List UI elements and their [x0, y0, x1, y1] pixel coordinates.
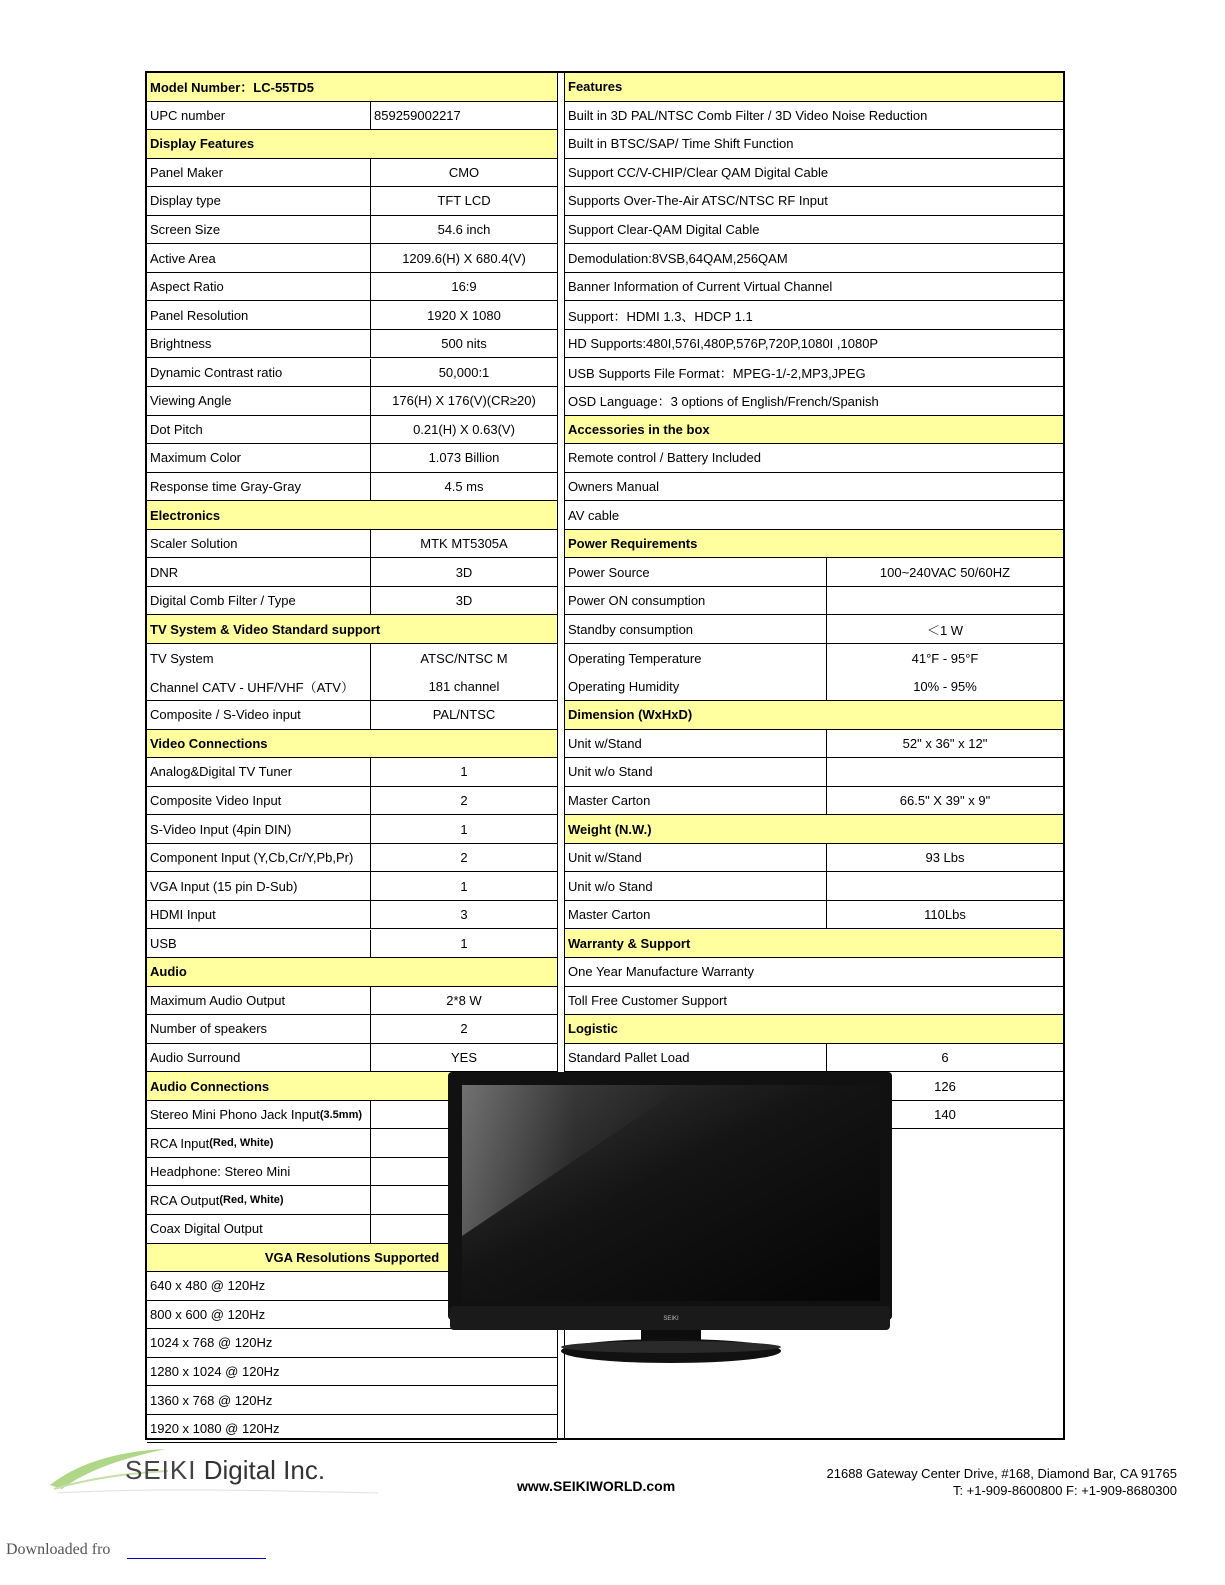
spec-label: Viewing Angle [147, 387, 371, 415]
spec-text: Built in BTSC/SAP/ Time Shift Function [568, 136, 794, 152]
spec-label-main: RCA Output [150, 1192, 220, 1208]
spec-label: Unit w/Stand [565, 730, 827, 758]
spec-row [147, 1015, 557, 1044]
logo-brand: SEIKI [125, 1455, 197, 1485]
section-header-label: Display Features [150, 136, 255, 152]
section-header-label: Logistic [568, 1021, 618, 1037]
spec-label: S-Video Input (4pin DIN) [147, 815, 371, 843]
spec-row [147, 530, 557, 559]
spec-text: 800 x 600 @ 120Hz [150, 1306, 266, 1322]
spec-row [147, 1415, 557, 1444]
spec-label: Number of speakers [147, 1015, 371, 1043]
spec-row [147, 330, 557, 359]
spec-value: 126 [934, 1078, 956, 1094]
spec-value: TFT LCD [437, 193, 491, 209]
section-header-label: Warranty & Support [568, 935, 691, 951]
spec-row [147, 787, 557, 816]
spec-value [827, 758, 1063, 786]
section-header-label: Model Number：LC-55TD5 [150, 80, 314, 96]
spec-text: Owners Manual [568, 478, 660, 494]
spec-text: One Year Manufacture Warranty [568, 964, 754, 980]
spec-row [565, 987, 1063, 1016]
spec-value: 41°F - 95°F [911, 650, 979, 666]
spec-label: Master Carton [565, 901, 827, 929]
spec-label [147, 1129, 371, 1157]
section-header-label: Audio Connections [150, 1078, 270, 1094]
company-phone: T: +1-909-8600800 F: +1-909-8680300 [952, 1483, 1177, 1498]
spec-value [827, 587, 1063, 615]
spec-text: 1280 x 1024 @ 120Hz [150, 1364, 280, 1380]
spec-label: Maximum Audio Output [147, 987, 371, 1015]
spec-text: 1024 x 768 @ 120Hz [150, 1335, 273, 1351]
spec-text: Support：HDMI 1.3、HDCP 1.1 [568, 308, 753, 324]
spec-label: Aspect Ratio [147, 273, 371, 301]
spec-label-main: RCA Input [150, 1135, 210, 1151]
spec-label: Dynamic Contrast ratio [147, 359, 371, 387]
spec-row [147, 473, 557, 502]
section-header [147, 130, 557, 159]
spec-row [147, 644, 557, 673]
spec-row [565, 244, 1063, 273]
spec-text: Banner Information of Current Virtual Channel [568, 279, 833, 295]
spec-value: CMO [448, 164, 480, 180]
spec-label: Channel CATV - UHF/VHF（ATV） [147, 673, 371, 701]
section-header-label: Weight (N.W.) [568, 821, 652, 837]
spec-row [565, 787, 1063, 816]
spec-value: 1.073 Billion [428, 450, 500, 466]
spec-row [565, 587, 1063, 616]
section-header-label: Electronics [150, 507, 221, 523]
spec-value: 10% - 95% [913, 678, 977, 694]
downloaded-link-underline[interactable] [127, 1558, 266, 1559]
section-header [147, 73, 557, 102]
spec-row [147, 273, 557, 302]
section-header-label: Video Connections [150, 735, 268, 751]
spec-value: 2 [460, 850, 468, 866]
spec-row [565, 872, 1063, 901]
spec-label [147, 1186, 371, 1214]
spec-value: 110Lbs [924, 907, 966, 923]
spec-label: Unit w/Stand [565, 844, 827, 872]
spec-value: 4.5 ms [444, 478, 484, 494]
spec-value: 176(H) X 176(V)(CR≥20) [392, 393, 536, 409]
spec-row [565, 673, 1063, 702]
spec-label-main: Stereo Mini Phono Jack Input [150, 1107, 320, 1123]
section-header [565, 930, 1063, 959]
spec-row [147, 102, 557, 131]
spec-label: Panel Maker [147, 159, 371, 187]
spec-value: 1 [460, 878, 468, 894]
spec-label: USB [147, 930, 371, 958]
section-header [565, 1015, 1063, 1044]
section-header-label: Power Requirements [568, 536, 698, 552]
spec-row [147, 901, 557, 930]
spec-row [565, 501, 1063, 530]
spec-value: 54.6 inch [437, 222, 491, 238]
spec-label: Scaler Solution [147, 530, 371, 558]
company-address: 21688 Gateway Center Drive, #168, Diamond Bar, CA 91765 [826, 1466, 1177, 1481]
spec-row [565, 273, 1063, 302]
spec-value: 66.5" X 39" x 9" [899, 793, 991, 809]
spec-text: Supports Over-The-Air ATSC/NTSC RF Input [568, 193, 828, 209]
spec-row [147, 1386, 557, 1415]
spec-label: Composite Video Input [147, 787, 371, 815]
spec-text: AV cable [568, 507, 620, 523]
spec-row [565, 901, 1063, 930]
spec-label: TV System [147, 644, 371, 673]
spec-value: MTK MT5305A [420, 536, 508, 552]
spec-label-note: (3.5mm) [319, 1108, 363, 1121]
spec-row [147, 844, 557, 873]
tv-product-image [436, 1056, 906, 1366]
spec-label: Digital Comb Filter / Type [147, 587, 371, 615]
spec-row [565, 359, 1063, 388]
spec-label: Power ON consumption [565, 587, 827, 615]
spec-label: Power Source [565, 558, 827, 586]
spec-label: Display type [147, 187, 371, 215]
company-address-block [827, 1465, 1178, 1499]
spec-row [565, 130, 1063, 159]
spec-value: 1 [460, 821, 468, 837]
section-header [565, 815, 1063, 844]
spec-value: 3D [455, 564, 473, 580]
spec-row [147, 872, 557, 901]
spec-value: 1 [460, 935, 468, 951]
spec-row [565, 159, 1063, 188]
spec-value: 140 [934, 1107, 956, 1123]
spec-row [147, 444, 557, 473]
spec-value: 100~240VAC 50/60HZ [879, 564, 1011, 580]
spec-row [147, 930, 557, 959]
spec-value: 1 [460, 764, 468, 780]
spec-value: 16:9 [451, 279, 477, 295]
spec-row [147, 987, 557, 1016]
spec-row [147, 587, 557, 616]
spec-label: Audio Surround [147, 1044, 371, 1072]
spec-value: YES [450, 1049, 477, 1065]
spec-row [147, 187, 557, 216]
spec-row [147, 758, 557, 787]
section-header-label: Features [568, 79, 623, 95]
section-header [147, 730, 557, 759]
section-header [565, 73, 1063, 102]
tv-brand-label: SEIKI [663, 1316, 679, 1322]
spec-value: 50,000:1 [438, 364, 490, 380]
company-logo-text [125, 1455, 325, 1486]
spec-text: Built in 3D PAL/NTSC Comb Filter / 3D Video Noise Reduction [568, 107, 928, 123]
spec-row [147, 359, 557, 388]
spec-row [147, 244, 557, 273]
spec-label: Unit w/o Stand [565, 758, 827, 786]
spec-text: Toll Free Customer Support [568, 992, 727, 1008]
spec-label: Panel Resolution [147, 301, 371, 329]
spec-row [147, 815, 557, 844]
spec-value: ATSC/NTSC M [420, 650, 508, 666]
spec-row [565, 644, 1063, 673]
spec-text: OSD Language：3 options of English/French/Spanish [568, 394, 879, 410]
spec-label: Maximum Color [147, 444, 371, 472]
spec-text: 1920 x 1080 @ 120Hz [150, 1421, 280, 1437]
spec-row [565, 473, 1063, 502]
spec-label: Unit w/o Stand [565, 872, 827, 900]
spec-value: 3D [455, 593, 473, 609]
spec-label: Dot Pitch [147, 416, 371, 444]
spec-row [565, 387, 1063, 416]
spec-text: 640 x 480 @ 120Hz [150, 1278, 266, 1294]
spec-label: Standard Pallet Load [565, 1044, 827, 1072]
spec-label: Brightness [147, 330, 371, 358]
spec-label: Operating Temperature [565, 644, 827, 673]
spec-row [565, 958, 1063, 987]
spec-row [565, 758, 1063, 787]
spec-row [147, 216, 557, 245]
spec-row [565, 558, 1063, 587]
spec-row [565, 102, 1063, 131]
spec-row [147, 673, 557, 702]
spec-row [147, 387, 557, 416]
section-header [147, 958, 557, 987]
section-header [565, 530, 1063, 559]
spec-label: HDMI Input [147, 901, 371, 929]
section-header [147, 615, 557, 644]
spec-row [147, 416, 557, 445]
spec-value: 2 [460, 1021, 468, 1037]
logo-suffix: Digital Inc. [196, 1455, 326, 1485]
section-header [147, 501, 557, 530]
spec-row [147, 558, 557, 587]
spec-value: 1920 X 1080 [427, 307, 501, 323]
spec-row [565, 216, 1063, 245]
spec-label: Component Input (Y,Cb,Cr/Y,Pb,Pr) [147, 844, 371, 872]
spec-row [565, 730, 1063, 759]
section-header-label: Accessories in the box [568, 421, 710, 437]
section-header-label: Dimension (WxHxD) [568, 707, 693, 723]
spec-row [565, 844, 1063, 873]
spec-text: 1360 x 768 @ 120Hz [150, 1392, 273, 1408]
spec-value: 6 [941, 1049, 949, 1065]
downloaded-from-text: Downloaded fro [6, 1541, 111, 1558]
spec-label: Operating Humidity [565, 673, 827, 701]
spec-value: ＜1 W [926, 622, 964, 638]
spec-label: Analog&Digital TV Tuner [147, 758, 371, 786]
spec-label: Coax Digital Output [147, 1215, 371, 1243]
spec-label: Response time Gray-Gray [147, 473, 371, 501]
spec-text: USB Supports File Format：MPEG-1/-2,MP3,JPEG [568, 365, 866, 381]
spec-row [565, 301, 1063, 330]
spec-text: Demodulation:8VSB,64QAM,256QAM [568, 250, 788, 266]
section-header-label: Audio [150, 964, 187, 980]
spec-row [147, 301, 557, 330]
spec-value: 93 Lbs [925, 850, 965, 866]
spec-label: VGA Input (15 pin D-Sub) [147, 872, 371, 900]
spec-label [147, 1101, 371, 1129]
spec-label: Screen Size [147, 216, 371, 244]
spec-label-note: (Red, White) [209, 1137, 274, 1150]
spec-value: 181 channel [428, 678, 500, 694]
spec-value: 0.21(H) X 0.63(V) [413, 421, 515, 437]
spec-value: 1209.6(H) X 680.4(V) [402, 250, 526, 266]
section-header [565, 416, 1063, 445]
spec-row [565, 615, 1063, 644]
spec-row [565, 330, 1063, 359]
spec-value: 500 nits [441, 336, 487, 352]
spec-value: 2 [460, 793, 468, 809]
spec-label: UPC number [147, 102, 371, 130]
spec-text: Remote control / Battery Included [568, 450, 761, 466]
spec-text: Support Clear-QAM Digital Cable [568, 222, 760, 238]
spec-value [827, 872, 1063, 900]
spec-label-note: (Red, White) [219, 1194, 284, 1207]
spec-label: Active Area [147, 244, 371, 272]
section-header-label: TV System & Video Standard support [150, 621, 381, 637]
spec-row [147, 159, 557, 188]
spec-value: 52" x 36" x 12" [902, 735, 988, 751]
spec-row [565, 444, 1063, 473]
section-header-label: VGA Resolutions Supported [264, 1249, 440, 1265]
spec-text: Support CC/V-CHIP/Clear QAM Digital Cable [568, 164, 829, 180]
spec-label: Standby consumption [565, 615, 827, 643]
spec-value: 3 [460, 907, 468, 923]
spec-row [147, 701, 557, 730]
spec-row [565, 187, 1063, 216]
spec-text: HD Supports:480I,576I,480P,576P,720P,1080I ,1080P [568, 336, 879, 352]
spec-label: Master Carton [565, 787, 827, 815]
spec-label: DNR [147, 558, 371, 586]
spec-value: PAL/NTSC [432, 707, 496, 723]
spec-value: 85925900221​7 [374, 107, 461, 123]
section-header [565, 701, 1063, 730]
spec-value: 2*8 W [446, 992, 482, 1008]
spec-label: Headphone: Stereo Mini [147, 1158, 371, 1186]
spec-label: Composite / S-Video input [147, 701, 371, 729]
website-url[interactable]: www.SEIKIWORLD.com [517, 1478, 676, 1494]
